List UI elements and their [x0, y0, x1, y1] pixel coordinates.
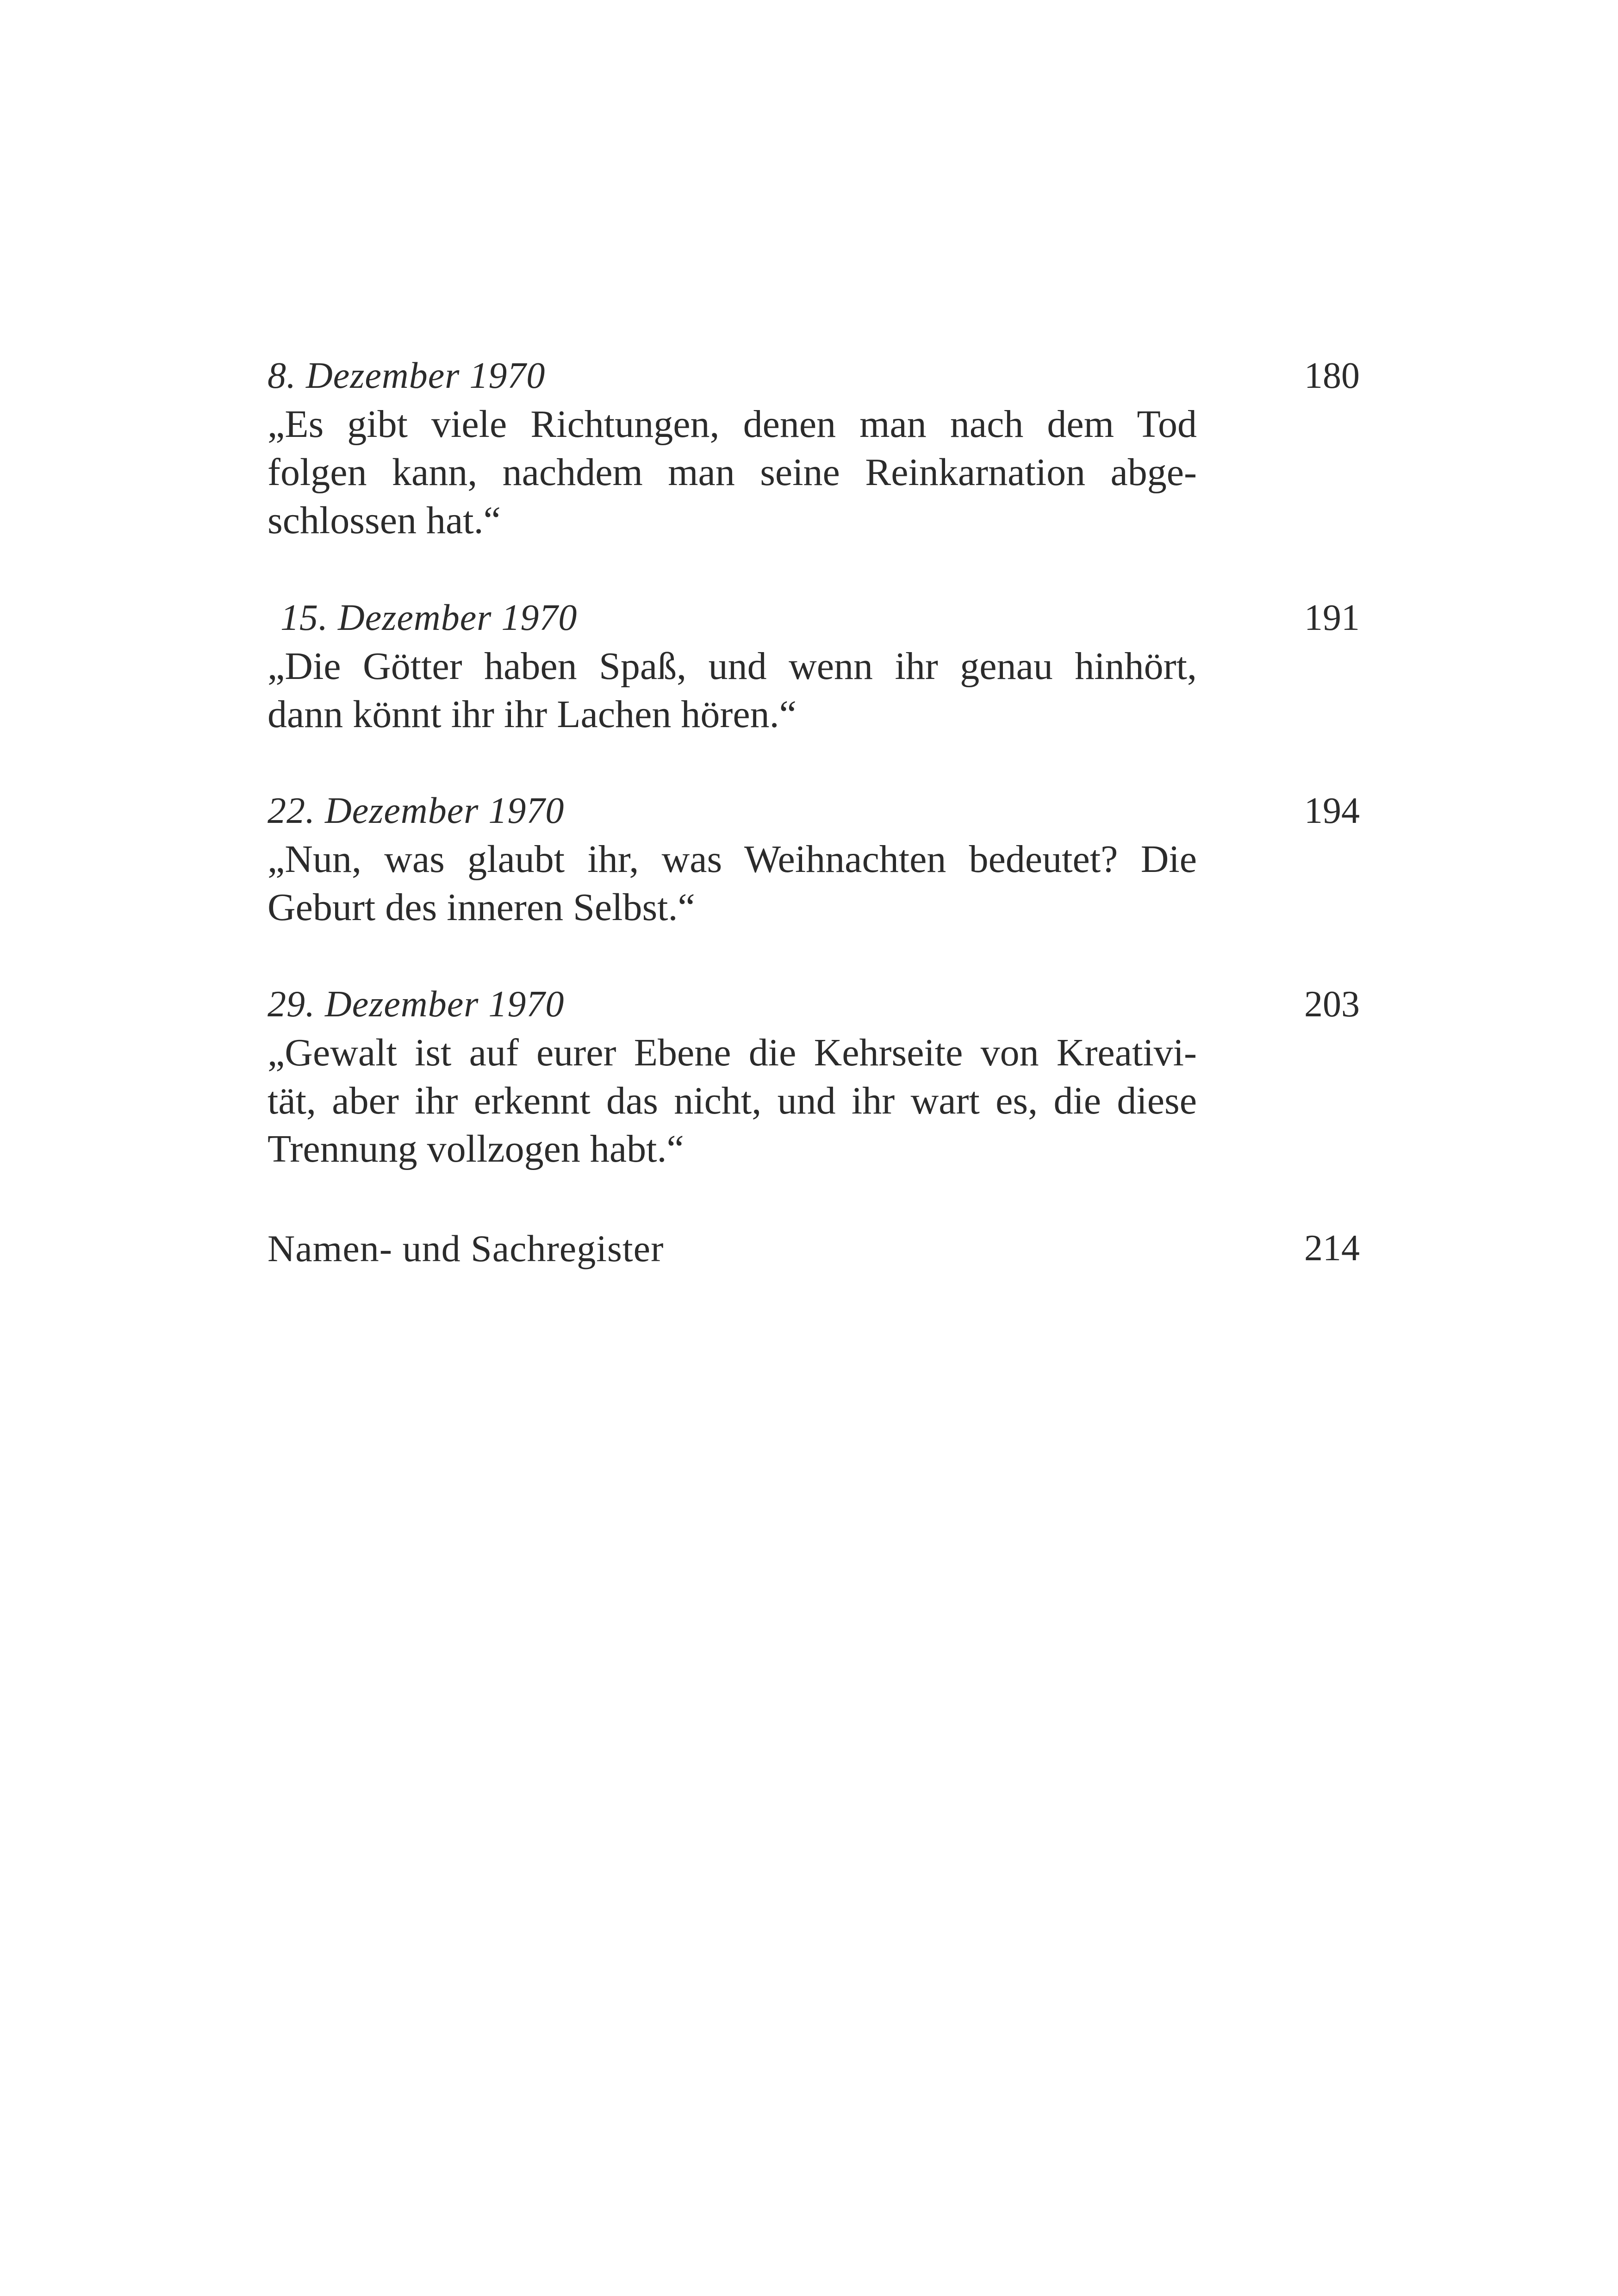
toc-entry-22-dezember [268, 787, 1360, 932]
toc-entry-header [268, 352, 1360, 400]
quote-line: „Es gibt viele Richtungen, denen man nach dem Tod [268, 403, 1197, 446]
toc-entry-register [268, 1224, 1360, 1273]
quote-line: „Die Götter haben Spaß, und wenn ihr genau hinhört, [268, 645, 1197, 688]
quote-line: Geburt des inneren Selbst.“ [268, 886, 695, 929]
entry-date: 15. Dezember 1970 [280, 597, 578, 638]
entry-page-number: 194 [1304, 790, 1360, 831]
entry-quote [268, 835, 1197, 932]
quote-line: folgen kann, nachdem man seine Reinkarnation abge- [268, 451, 1197, 494]
quote-line: „Nun, was glaubt ihr, was Weihnachten bedeutet? Die [268, 838, 1197, 881]
entry-quote [268, 1029, 1197, 1173]
entry-page-number: 191 [1304, 597, 1360, 638]
toc-entry-header [268, 980, 1360, 1029]
quote-line: Trennung vollzogen habt.“ [268, 1127, 684, 1170]
toc-entry-8-dezember [268, 352, 1360, 545]
entry-page-number: 203 [1304, 984, 1360, 1025]
toc-entry-header [268, 787, 1360, 835]
entry-page-number: 180 [1304, 355, 1360, 396]
toc-entry-29-dezember [268, 980, 1360, 1173]
toc-entry-15-dezember [268, 594, 1360, 739]
entry-date: 22. Dezember 1970 [268, 790, 565, 831]
quote-line: tät, aber ihr erkennt das nicht, und ihr wart es, die diese [268, 1079, 1197, 1122]
entry-quote [268, 400, 1197, 545]
entry-quote [268, 642, 1197, 739]
entry-date: 29. Dezember 1970 [268, 984, 565, 1025]
quote-line: dann könnt ihr ihr Lachen hören.“ [268, 693, 797, 736]
quote-line: schlossen hat.“ [268, 499, 501, 542]
toc-entry-header [268, 594, 1360, 642]
entry-page-number: 214 [1304, 1228, 1360, 1269]
quote-line: „Gewalt ist auf eurer Ebene die Kehrseite von Kreativi- [268, 1031, 1197, 1074]
register-label: Namen- und Sachregister [268, 1227, 664, 1269]
toc-entry-header [268, 1224, 1360, 1273]
entry-date: 8. Dezember 1970 [268, 355, 546, 396]
